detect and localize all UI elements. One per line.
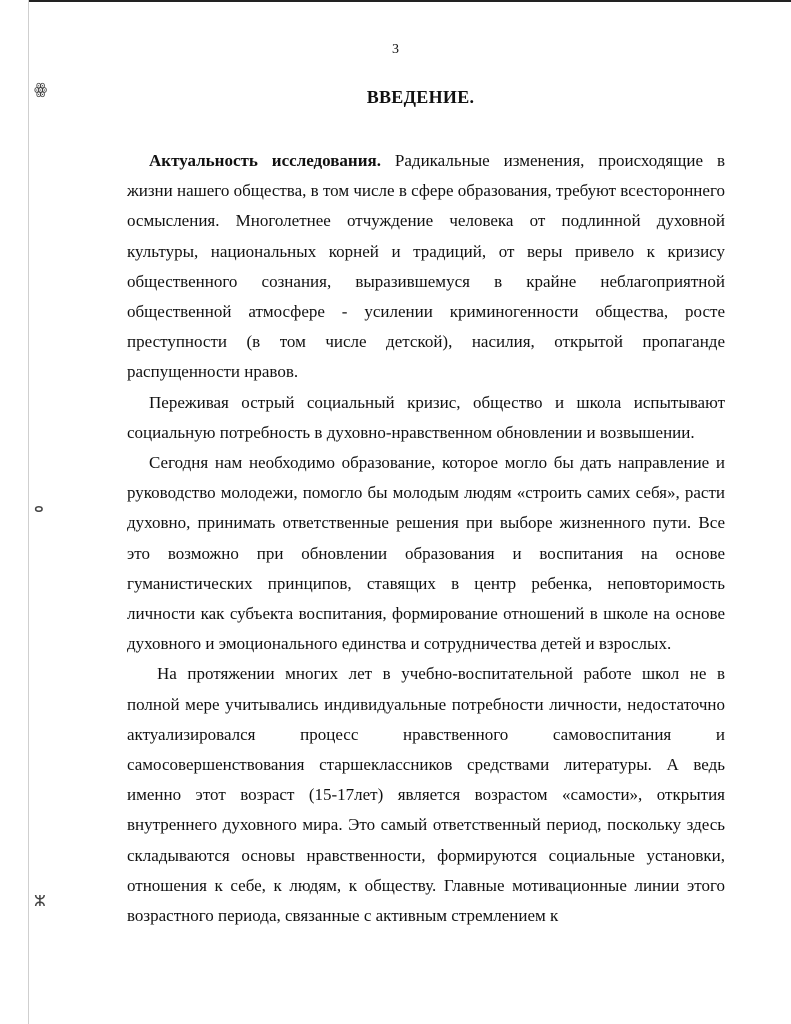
page-left-edge — [28, 0, 29, 1024]
margin-scan-mark: ⴰ — [34, 500, 44, 516]
margin-scan-mark: ꙮ — [34, 82, 48, 98]
paragraph: Переживая острый социальный кризис, общество и школа испытывают социальную потребность в духовно-нравственном обновлении и возвышении. — [127, 392, 725, 442]
page-number: 3 — [392, 42, 399, 57]
paragraph: Сегодня нам необходимо образование, которое могло бы дать направление и руководство молодежи, помогло бы молодым людям «строить самих себя», расти духовно, принимать ответственные решения при выборе жизненного пути. Все это возможно при обновлении образования и воспитания на основе гуманистических принципов, ставящих в центр ребенка, неповторимость личности как субъекта воспитания, формирование отношений в школе на основе духовного и эмоционального единства и сотрудничества детей и взрослых. — [127, 453, 725, 654]
paragraph — [127, 146, 725, 388]
paragraph: На протяжении многих лет в учебно-воспитательной работе школ не в полной мере учитывались индивидуальные потребности личности, недостаточно актуализировался процесс нравственного самовоспитания и самосовершенствования старшеклассников средствами литературы. А ведь именно этот возраст (15-17лет) является возрастом «самости», открытия внутреннего духовного мира. Это самый ответственный период, поскольку здесь складываются основы нравственности, формируются социальные установки, отношения к себе, к людям, к обществу. Главные мотивационные линии этого возрастного периода, связанные с активным стремлением к — [127, 664, 725, 926]
page-top-rule — [28, 0, 791, 2]
page-heading: ВВЕДЕНИЕ. — [366, 87, 475, 107]
paragraph-lead: Актуальность исследования. — [149, 151, 381, 170]
body-text — [127, 146, 725, 931]
paragraph-text: Радикальные изменения, происходящие в жизни нашего общества, в том числе в сфере образования, требуют всестороннего осмысления. Многолетнее отчуждение человека от подлинной духовной культуры, национальных корней и традиций, от веры привело к кризису общественного сознания, выразившемуся в крайне неблагоприятной общественной атмосфере - усилении криминогенности общества, росте преступности (в том числе детской), насилия, открытой пропаганде распущенности нравов. — [127, 151, 725, 382]
margin-scan-mark: ⵣ — [34, 894, 46, 910]
